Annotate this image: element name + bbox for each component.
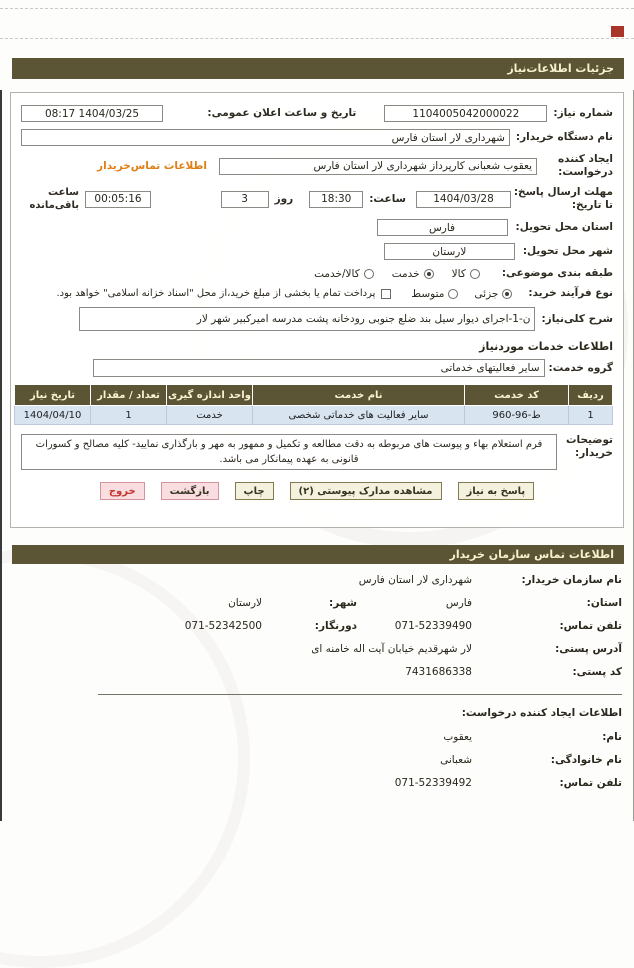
row-contact-address — [12, 643, 622, 655]
contact-city-label: شهر: — [329, 597, 357, 609]
service-group-label: گروه خدمت: — [548, 361, 613, 374]
page-left-edge — [0, 90, 2, 821]
services-table — [14, 384, 613, 425]
row-need-number — [21, 105, 613, 122]
contact-fax-label: دورنگار: — [314, 620, 357, 632]
need-number-label: شماره نیاز: — [553, 107, 613, 119]
delivery-city-label: شهر محل تحویل: — [522, 245, 613, 257]
purchase-process-label: نوع فرآیند خرید: — [528, 287, 613, 299]
request-creator-field[interactable]: یعقوب شعبانی کارپرداز شهرداری لار استان فارس — [219, 158, 537, 175]
contact-divider — [98, 694, 622, 695]
radio-option-service[interactable] — [392, 268, 434, 280]
buyer-contact-link[interactable]: اطلاعات تماس‌خریدار — [97, 160, 207, 172]
request-creator-label: ایجاد کننده درخواست: — [557, 153, 613, 178]
radio-option-minor[interactable] — [474, 288, 512, 300]
buyer-org-label: نام دستگاه خریدار: — [515, 131, 613, 143]
back-button[interactable]: بازگشت — [161, 482, 219, 500]
contact-postal-label: کد پستی: — [572, 666, 622, 678]
top-dashed-line — [0, 8, 634, 9]
service-group-field[interactable]: سایر فعالیتهای خدماتی — [93, 359, 545, 377]
row-buyer-notes — [21, 434, 613, 470]
need-details-title: جزئیات اطلاعات‌نیاز — [507, 62, 614, 75]
time-remaining-field[interactable]: 00:05:16 — [85, 191, 151, 208]
contact-address-label: آدرس پستی: — [555, 643, 622, 655]
respond-button[interactable]: پاسخ به نیاز — [458, 482, 535, 500]
top-dashed-line-2 — [0, 38, 634, 39]
cell-quantity: 1 — [91, 406, 167, 425]
delivery-city-field[interactable]: لارستان — [384, 243, 515, 260]
announce-datetime-field[interactable]: 1404/03/25 08:17 — [21, 105, 163, 122]
contact-city-value: لارستان — [228, 597, 262, 609]
creator-section-title: اطلاعات ایجاد کننده درخواست: — [461, 707, 622, 719]
contact-section-title: اطلاعات تماس سازمان خریدار — [449, 548, 614, 561]
row-creator-last-name — [12, 754, 622, 766]
treasury-checkbox[interactable] — [381, 289, 391, 299]
radio-label: کالا — [451, 267, 466, 280]
radio-label: متوسط — [411, 287, 445, 300]
service-table-row[interactable] — [15, 406, 613, 425]
row-creator-first-name — [12, 731, 622, 743]
cell-service-code: ط-96-960 — [465, 406, 569, 425]
contact-postal-value: 7431686338 — [405, 666, 472, 678]
deadline-time-label: ساعت: — [369, 192, 406, 205]
radio-icon[interactable] — [470, 269, 480, 279]
deadline-time-field[interactable]: 18:30 — [309, 191, 363, 208]
col-header-quantity: تعداد / مقدار — [91, 385, 167, 406]
contact-section-header — [12, 545, 624, 564]
delivery-province-label: استان محل تحویل: — [515, 221, 613, 233]
announce-datetime-label: تاریخ و ساعت اعلان عمومی: — [207, 107, 357, 119]
view-attachments-button[interactable]: مشاهده مدارک پیوستی (۲) — [290, 482, 442, 500]
contact-org-value: شهرداری لار استان فارس — [358, 574, 472, 586]
creator-first-name-value: یعقوب — [443, 731, 472, 743]
contact-province-value: فارس — [445, 597, 472, 609]
creator-last-name-value: شعبانی — [440, 754, 472, 766]
cell-need-date: 1404/04/10 — [15, 406, 91, 425]
buyer-notes-label: توضیحات خریدار: — [565, 434, 613, 459]
exit-button[interactable]: خروج — [100, 482, 145, 500]
need-details-panel — [10, 92, 624, 528]
radio-icon[interactable] — [448, 289, 458, 299]
radio-label: جزئی — [474, 287, 499, 300]
services-section-title: اطلاعات خدمات موردنیاز — [479, 340, 613, 353]
delivery-province-field[interactable]: فارس — [377, 219, 508, 236]
radio-option-medium[interactable] — [411, 288, 458, 300]
row-response-deadline — [21, 186, 613, 212]
row-contact-postal — [12, 666, 622, 678]
subject-classification-label: طبقه بندی موضوعی: — [501, 267, 613, 279]
radio-label: خدمت — [391, 267, 420, 280]
buyer-notes-field[interactable]: فرم استعلام بهاء و پیوست های مربوطه به دقت مطالعه و تکمیل و ممهور به مهر و بارگذاری نمایید- کلیه مصالح و کسورات قانونی به عهده پیمانکار می باشد. — [21, 434, 557, 470]
radio-option-goods[interactable] — [452, 268, 480, 280]
creator-phone-label: تلفن تماس: — [559, 777, 622, 789]
days-remaining-field[interactable]: 3 — [221, 191, 269, 208]
actions-row — [21, 482, 613, 500]
creator-phone-value: 071-52339492 — [394, 777, 472, 789]
row-purchase-process — [21, 287, 613, 300]
col-header-service-code: کد خدمت — [465, 385, 569, 406]
need-number-field[interactable]: 1104005042000022 — [384, 105, 547, 122]
treasury-note: پرداخت تمام یا بخشی از مبلغ خرید،از محل "اسناد خزانه اسلامی" خواهد بود. — [56, 288, 376, 299]
page-corner-marker — [611, 26, 624, 37]
col-header-unit: واحد اندازه گیری — [167, 385, 253, 406]
row-request-creator — [21, 153, 613, 179]
time-remaining-label: ساعت باقی‌مانده — [29, 187, 79, 211]
print-button[interactable]: چاپ — [235, 482, 274, 500]
need-description-field[interactable]: ن-1-اجرای دیوار سیل بند ضلع جنوبی رودخانه پشت مدرسه امیرکبیر شهر لار — [79, 307, 535, 331]
row-service-group — [21, 359, 613, 377]
contact-section — [12, 574, 622, 800]
deadline-date-field[interactable]: 1404/03/28 — [416, 191, 511, 208]
cell-service-name: سایر فعالیت های خدماتی شخصی — [253, 406, 465, 425]
row-buyer-org — [21, 129, 613, 146]
row-contact-org — [12, 574, 622, 586]
contact-province-label: استان: — [586, 597, 622, 609]
creator-first-name-label: نام: — [602, 731, 622, 743]
radio-option-goods-service[interactable] — [314, 268, 374, 280]
col-header-row-index: ردیف — [569, 385, 613, 406]
contact-org-label: نام سازمان خریدار: — [521, 574, 622, 586]
contact-phone-label: تلفن تماس: — [559, 620, 622, 632]
creator-last-name-label: نام خانوادگی: — [550, 754, 622, 766]
radio-icon[interactable] — [424, 269, 434, 279]
cell-unit: خدمت — [167, 406, 253, 425]
radio-icon[interactable] — [364, 269, 374, 279]
col-header-need-date: تاریخ نیاز — [15, 385, 91, 406]
contact-address-value: لار شهرقدیم خیابان آیت اله خامنه ای — [311, 643, 472, 655]
days-remaining-label: روز — [274, 192, 294, 205]
col-header-service-name: نام خدمت — [253, 385, 465, 406]
row-contact-province-city — [12, 597, 622, 609]
row-subject-classification — [21, 267, 613, 280]
row-delivery-province — [21, 219, 613, 236]
services-table-header-row — [15, 385, 613, 406]
contact-fax-value: 071-52342500 — [184, 620, 262, 632]
row-creator-phone — [12, 777, 622, 789]
row-delivery-city — [21, 243, 613, 260]
contact-phone-value: 071-52339490 — [394, 620, 472, 632]
row-contact-phone-fax — [12, 620, 622, 632]
deadline-label: مهلت ارسال پاسخ: تا تاریخ: — [513, 186, 613, 211]
cell-row-index: 1 — [569, 406, 613, 425]
need-description-label: شرح کلی‌نیاز: — [541, 312, 613, 325]
radio-label: کالا/خدمت — [314, 267, 360, 280]
radio-icon[interactable] — [502, 289, 512, 299]
row-need-description — [21, 307, 613, 331]
need-details-header — [12, 58, 624, 79]
buyer-org-field[interactable]: شهرداری لار استان فارس — [21, 129, 510, 146]
